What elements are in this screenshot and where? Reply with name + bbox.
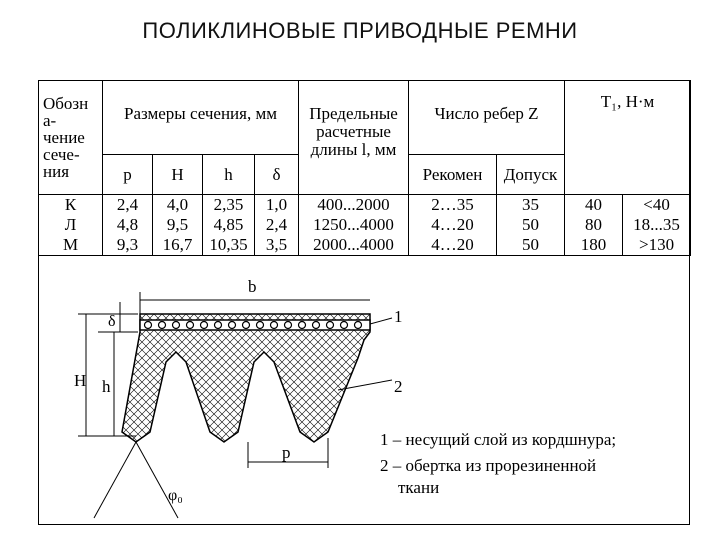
header-recommended: Рекомен <box>409 155 497 195</box>
header-p: p <box>103 155 153 195</box>
cell-allow: 50 <box>497 215 565 235</box>
cell-allow: 50 <box>497 235 565 256</box>
legend-item-1: 1 – несущий слой из кордшнура; <box>380 430 617 449</box>
cell-section: М <box>39 235 103 256</box>
header-torque: T₁, Н·м <box>565 81 691 195</box>
header-delta: δ <box>255 155 299 195</box>
cell-rec: 4…20 <box>409 215 497 235</box>
cell-section: Л <box>39 215 103 235</box>
cell-length: 1250...4000 <box>299 215 409 235</box>
header-designation: Обозн а- чение сече- ния <box>39 81 103 195</box>
label-phi: φ₀ <box>168 487 183 504</box>
cell-t1: 180 <box>565 235 623 256</box>
cell-rec: 2…35 <box>409 195 497 216</box>
label-H: H <box>74 371 87 390</box>
belt-body <box>122 314 370 442</box>
label-2: 2 <box>394 377 403 396</box>
cell-length: 400...2000 <box>299 195 409 216</box>
label-delta: δ <box>108 313 116 330</box>
cell-h: 2,35 <box>203 195 255 216</box>
cell-t1b: <40 <box>623 195 691 216</box>
cell-t1b: >130 <box>623 235 691 256</box>
cell-p: 9,3 <box>103 235 153 256</box>
header-dimensions: Размеры сечения, мм <box>103 81 299 155</box>
cell-h: 10,35 <box>203 235 255 256</box>
legend-item-2-cont: ткани <box>398 478 440 497</box>
header-lengths: Предельные расчетные длины l, мм <box>299 81 409 195</box>
table-row <box>39 195 691 216</box>
cell-p: 4,8 <box>103 215 153 235</box>
cell-t1: 40 <box>565 195 623 216</box>
cell-delta: 2,4 <box>255 215 299 235</box>
label-1: 1 <box>394 307 403 326</box>
cell-rec: 4…20 <box>409 235 497 256</box>
header-ribs: Число ребер Z <box>409 81 565 155</box>
cell-t1: 80 <box>565 215 623 235</box>
label-b: b <box>248 277 257 296</box>
cell-p: 2,4 <box>103 195 153 216</box>
header-allowed: Допуск <box>497 155 565 195</box>
cell-delta: 3,5 <box>255 235 299 256</box>
label-p: p <box>282 443 291 462</box>
table-row <box>39 215 691 235</box>
spec-table <box>38 80 691 256</box>
table-row <box>39 235 691 256</box>
cell-H: 16,7 <box>153 235 203 256</box>
header-h: h <box>203 155 255 195</box>
cell-allow: 35 <box>497 195 565 216</box>
cell-length: 2000...4000 <box>299 235 409 256</box>
header-H: H <box>153 155 203 195</box>
cell-section: К <box>39 195 103 216</box>
cell-delta: 1,0 <box>255 195 299 216</box>
legend-item-2: 2 – обертка из прорезиненной <box>380 456 597 475</box>
cell-H: 9,5 <box>153 215 203 235</box>
cell-t1b: 18...35 <box>623 215 691 235</box>
label-h: h <box>102 377 111 396</box>
cell-H: 4,0 <box>153 195 203 216</box>
belt-cross-section-diagram <box>38 262 403 524</box>
page-title: ПОЛИКЛИНОВЫЕ ПРИВОДНЫЕ РЕМНИ <box>142 18 578 43</box>
cell-h: 4,85 <box>203 215 255 235</box>
